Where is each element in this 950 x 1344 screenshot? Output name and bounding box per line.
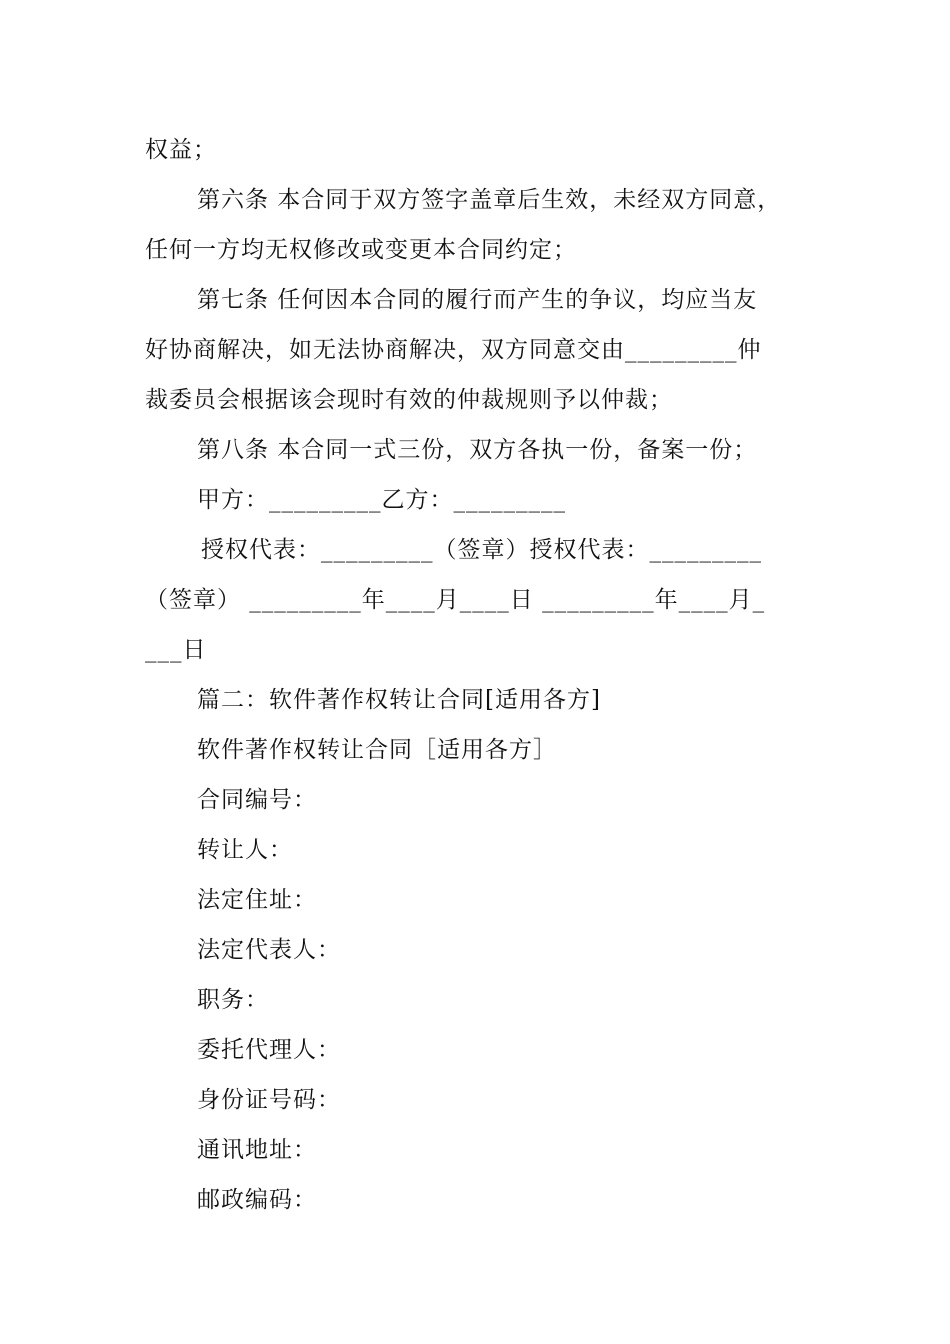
article-8-line: 第八条 本合同一式三份，双方各执一份，备案一份；: [197, 437, 758, 463]
article-7-line-1: 第七条 任何因本合同的履行而产生的争议，均应当友: [197, 287, 758, 313]
field-contract-number: 合同编号：: [197, 787, 317, 813]
field-mailing-address: 通讯地址：: [197, 1137, 317, 1163]
contract-title: 软件著作权转让合同［适用各方］: [197, 737, 557, 763]
authorized-rep-line: 授权代表：_________（签章）授权代表：_________: [201, 537, 762, 563]
text-line-rights: 权益；: [145, 137, 217, 163]
field-id-number: 身份证号码：: [197, 1087, 341, 1113]
article-7-line-2: 好协商解决，如无法协商解决，双方同意交由_________仲: [145, 337, 762, 363]
field-position: 职务：: [197, 987, 269, 1013]
field-postal-code: 邮政编码：: [197, 1187, 317, 1213]
signature-date-line-2: ___日: [145, 637, 207, 663]
field-agent: 委托代理人：: [197, 1037, 341, 1063]
field-transferor: 转让人：: [197, 837, 293, 863]
field-legal-address: 法定住址：: [197, 887, 317, 913]
article-6-line-1: 第六条 本合同于双方签字盖章后生效，未经双方同意，: [197, 187, 782, 213]
field-legal-representative: 法定代表人：: [197, 937, 341, 963]
party-a-b-line: 甲方：_________乙方：_________: [197, 487, 566, 513]
article-6-line-2: 任何一方均无权修改或变更本合同约定；: [145, 237, 577, 263]
section-two-heading: 篇二：软件著作权转让合同[适用各方]: [197, 687, 601, 713]
article-7-line-3: 裁委员会根据该会现时有效的仲裁规则予以仲裁；: [145, 387, 673, 413]
signature-date-line-1: （签章） _________年____月____日 _________年____月_: [145, 587, 766, 613]
